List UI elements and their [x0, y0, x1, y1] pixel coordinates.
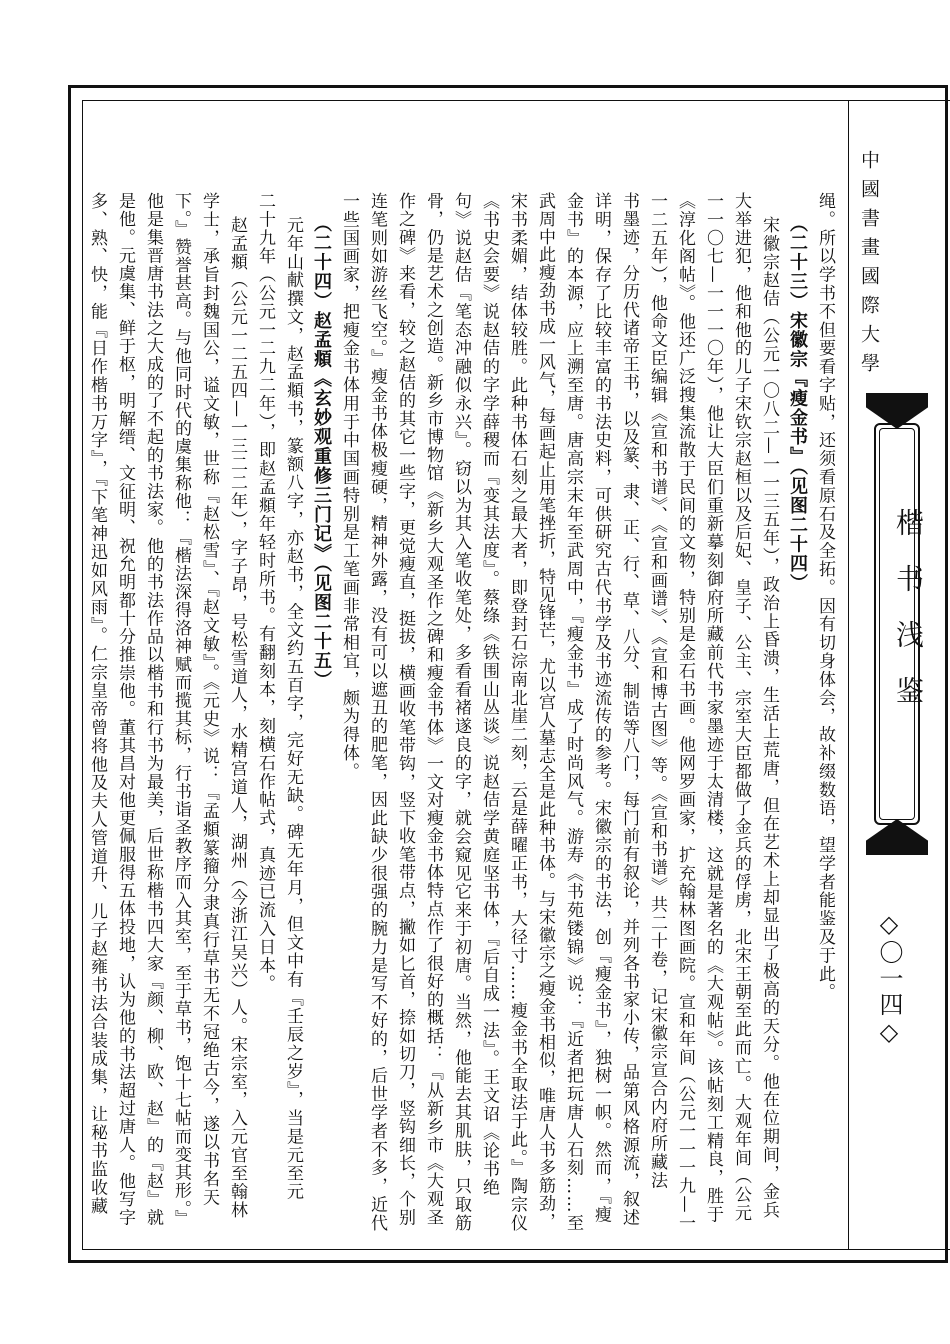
text-column-22: 赵孟頫（公元一二五四—一三二二年），字子昂，号松雪道人，水精宫道人，湖州（今浙江吴兴）人。宋宗室，入元官至翰林 — [227, 216, 247, 1220]
text-column-26: 是他。元虞集、鲜于枢，明解缙、文征明、祝允明都十分推崇他。董其昌对他更佩服得五体投地，认为他的书法超过唐人。他写字 — [115, 192, 135, 1227]
text-column-12: 宋书柔媚，结体较胜。此种书体石刻之最大者，即登封石淙南北崖二刻，云是薛曜正书，大径寸……瘦金书全取法于此。』陶宗仪 — [507, 192, 527, 1233]
text-column-16: 作之碑》来看，较之赵佶的其它一些字，更觉瘦直，挺拔，横画收笔带钩，竖下收笔带点，撇如匕首，捺如切刀，竖钩细长，个别 — [395, 192, 415, 1227]
page-number: ◇〇一四◇ — [875, 910, 903, 1048]
text-column-9: 详明，保存了比较丰富的书法史料，可供研究古代书学及书迹流传的参考。宋徽宗的书法，创『瘦金书』，独树一帜。然而，『瘦 — [591, 192, 611, 1224]
section-heading-23: （二十三）宋徽宗『瘦金书』（见图二十四） — [787, 214, 808, 593]
university-name: 中國書畫國際大學 — [858, 150, 880, 382]
text-column-17: 连笔则如游丝飞空。』瘦金书体极瘦硬，精神外露，没有可以遮丑的肥笔，因此缺少很强的腕力是写不好的，后世学者不多，近代 — [367, 192, 387, 1233]
text-column-20: 元年山献撰文，赵孟頫书，篆额八字，亦赵书，全文约五百字，完好无缺。碑无年月，但文中有『壬辰之岁』，当是元至元 — [283, 216, 303, 1202]
text-column-5: 一一〇七—一一一〇年），他让大臣们重新摹刻御府所藏前代书家墨迹于太清楼，这就是著名的《大观帖》。该帖刻工精良，胜于 — [703, 192, 723, 1224]
text-column-14: 句》说赵佶『笔态冲融似永兴』。窃以为其入笔收笔处，多看看褚遂良的字，就会窥见它来于初唐。当然，他能去其肌肤，只取筋 — [451, 192, 471, 1233]
text-column-27: 多、熟、快，能『日作楷书万字』，『下笔神迅如风雨』。仁宗皇帝曾将他及夫人管道升、儿子赵雍书法合装成集，让秘书监收藏 — [87, 192, 107, 1216]
text-column-18: 一些国画家，把瘦金书体用于中国画特别是工笔画非常相宜，颇为得体。 — [339, 192, 359, 781]
text-column-15: 骨，仍是艺术之创造。新乡市博物馆《新乡大观圣作之碑和瘦金书体》一文对瘦金书体特点作了很好的概括：『从新乡市《大观圣 — [423, 192, 443, 1227]
side-divider — [848, 100, 849, 1250]
text-column-6: 《淳化阁帖》。他还广泛搜集流散于民间的文物，特别是金石书画。他网罗画家，扩充翰林图画院。宣和年间（公元一一一九—一 — [675, 192, 695, 1233]
text-column-11: 武周中此瘦劲书成一风气，每画起止用笔挫折，特见锋芒，尤以宫人墓志全是此种书体。与宋徽宗之瘦金书相似，唯唐人书多筋劲， — [535, 192, 555, 1231]
text-column-25: 他是集晋唐书法之大成的了不起的书法家。他的书法作品以楷书和行书为最美，后世称楷书四大家『颜、柳、欧、赵』的『赵』就 — [143, 192, 163, 1227]
text-column-13: 《书史会要》说赵佶的字学薛稷而『变其法度』。蔡绦《铁围山丛谈》说赵佶学黄庭坚书体，『后自成一法』。王文诏《论书绝 — [479, 192, 499, 1197]
text-column-21: 二十九年（公元一二九二年），即赵孟頫年轻时所书。有翻刻本，刻横石作帖式，真迹已流入日本。 — [255, 192, 275, 994]
book-title: 楷书浅鉴 — [892, 508, 925, 732]
cartouche-cap-bottom — [866, 819, 928, 855]
text-column-4: 大举进犯，他和他的儿子宋钦宗赵桓以及后妃、皇子、公主、宗室大臣都做了金兵的俘虏，北宋王朝至此而亡。大观年间（公元 — [731, 192, 751, 1223]
text-column-3: 宋徽宗赵佶（公元一〇八二—一一三五年），政治上昏溃，生活上荒唐，但在艺术上却显出了极高的天分。他在位期间，金兵 — [759, 216, 779, 1220]
text-column-7: 一二五年），他命文臣编辑《宣和书谱》、《宣和画谱》、《宣和博古图》等。《宣和书谱》共二十卷，记宋徽宗宣合内府所藏法 — [647, 192, 667, 1190]
section-heading-24: （二十四）赵孟頫《玄妙观重修三门记》（见图二十五） — [311, 214, 332, 690]
text-column-1: 绳。所以学书不但要看字贴，还须看原石及全拓。因有切身体会，故补缀数语，望学者能鉴及于此。 — [815, 192, 835, 1002]
text-column-8: 书墨迹，分历代诸帝王书，以及篆、隶、正、行、草、八分、制诰等八门，每门前有叙论，并列各书家小传，品第风格源流，叙述 — [619, 192, 639, 1227]
text-column-24: 下。』赞誉甚高。与他同时代的虞集称他：『楷法深得洛神赋而揽其标，行书诣圣教序而入其室，至于草书，饱十七帖而变其形。』 — [171, 192, 191, 1228]
text-column-10: 金书』的本源，应上溯至唐。唐高宗末年至武周中，『瘦金书』成了时尚风气。游寿《书苑镂锦》说：『近者把玩唐人石刻……至 — [563, 192, 583, 1233]
text-column-23: 学士，承旨封魏国公，谥文敏，世称『赵松雪』、『赵文敏』。《元史》说：『孟頫篆籀分隶真行草书无不冠绝古今，遂以书名天 — [199, 192, 219, 1207]
